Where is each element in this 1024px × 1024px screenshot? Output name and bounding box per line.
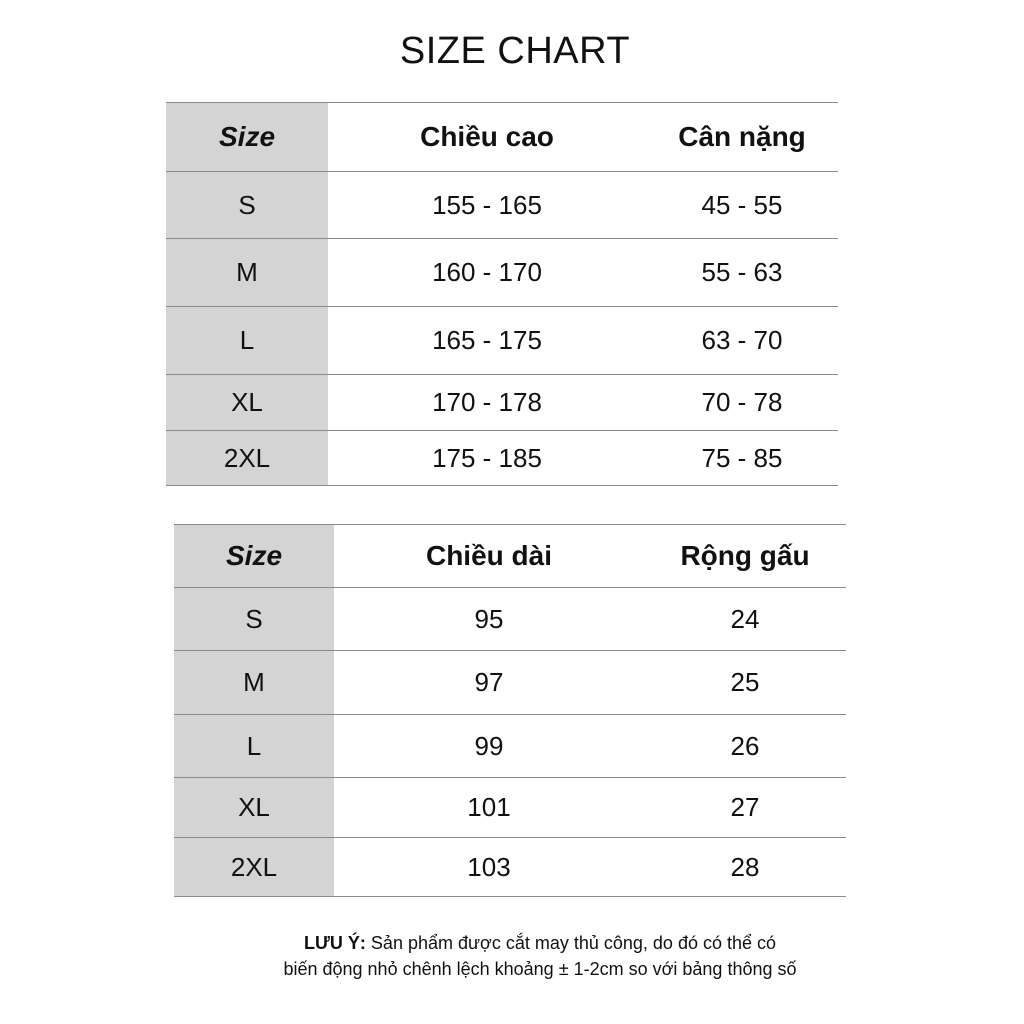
height-cell: 160 - 170 xyxy=(328,239,646,307)
table-row xyxy=(166,431,838,486)
size-cell: XL xyxy=(174,778,334,838)
length-cell: 97 xyxy=(334,651,644,715)
note-label: LƯU Ý: xyxy=(303,933,366,953)
note-text-2: biến động nhỏ chênh lệch khoảng ± 1-2cm so với bảng thông số xyxy=(283,959,797,979)
hem-width-cell: 25 xyxy=(644,651,846,715)
header-length: Chiều dài xyxy=(334,525,644,588)
table-row xyxy=(166,239,838,307)
height-cell: 155 - 165 xyxy=(328,172,646,239)
table-row xyxy=(174,778,846,838)
weight-cell: 75 - 85 xyxy=(646,431,838,486)
note-line-1 xyxy=(230,930,850,956)
size-cell: S xyxy=(166,172,328,239)
length-cell: 101 xyxy=(334,778,644,838)
weight-cell: 55 - 63 xyxy=(646,239,838,307)
hem-width-cell: 24 xyxy=(644,588,846,651)
table-row xyxy=(174,651,846,715)
table-row xyxy=(174,588,846,651)
table-row xyxy=(174,838,846,897)
weight-cell: 70 - 78 xyxy=(646,375,838,431)
weight-cell: 63 - 70 xyxy=(646,307,838,375)
disclaimer-note xyxy=(230,930,850,982)
height-cell: 175 - 185 xyxy=(328,431,646,486)
height-weight-table xyxy=(166,102,838,486)
table-row xyxy=(166,375,838,431)
table-row xyxy=(166,307,838,375)
table-header-row xyxy=(174,525,846,588)
note-text-1: Sản phẩm được cắt may thủ công, do đó có thể có xyxy=(365,933,777,953)
hem-width-cell: 26 xyxy=(644,715,846,778)
hem-width-cell: 27 xyxy=(644,778,846,838)
weight-cell: 45 - 55 xyxy=(646,172,838,239)
size-cell: 2XL xyxy=(174,838,334,897)
hem-width-cell: 28 xyxy=(644,838,846,897)
header-size: Size xyxy=(174,525,334,588)
length-hem-table xyxy=(174,524,846,897)
table-header-row xyxy=(166,103,838,172)
header-hem-width: Rộng gấu xyxy=(644,525,846,588)
height-cell: 170 - 178 xyxy=(328,375,646,431)
length-cell: 99 xyxy=(334,715,644,778)
length-cell: 103 xyxy=(334,838,644,897)
size-cell: L xyxy=(166,307,328,375)
size-cell: M xyxy=(174,651,334,715)
table-row xyxy=(166,172,838,239)
length-cell: 95 xyxy=(334,588,644,651)
table-row xyxy=(174,715,846,778)
size-cell: L xyxy=(174,715,334,778)
size-cell: XL xyxy=(166,375,328,431)
header-weight: Cân nặng xyxy=(646,103,838,172)
header-size: Size xyxy=(166,103,328,172)
page-title: SIZE CHART xyxy=(399,30,631,72)
size-cell: M xyxy=(166,239,328,307)
size-cell: S xyxy=(174,588,334,651)
header-height: Chiều cao xyxy=(328,103,646,172)
size-cell: 2XL xyxy=(166,431,328,486)
height-cell: 165 - 175 xyxy=(328,307,646,375)
